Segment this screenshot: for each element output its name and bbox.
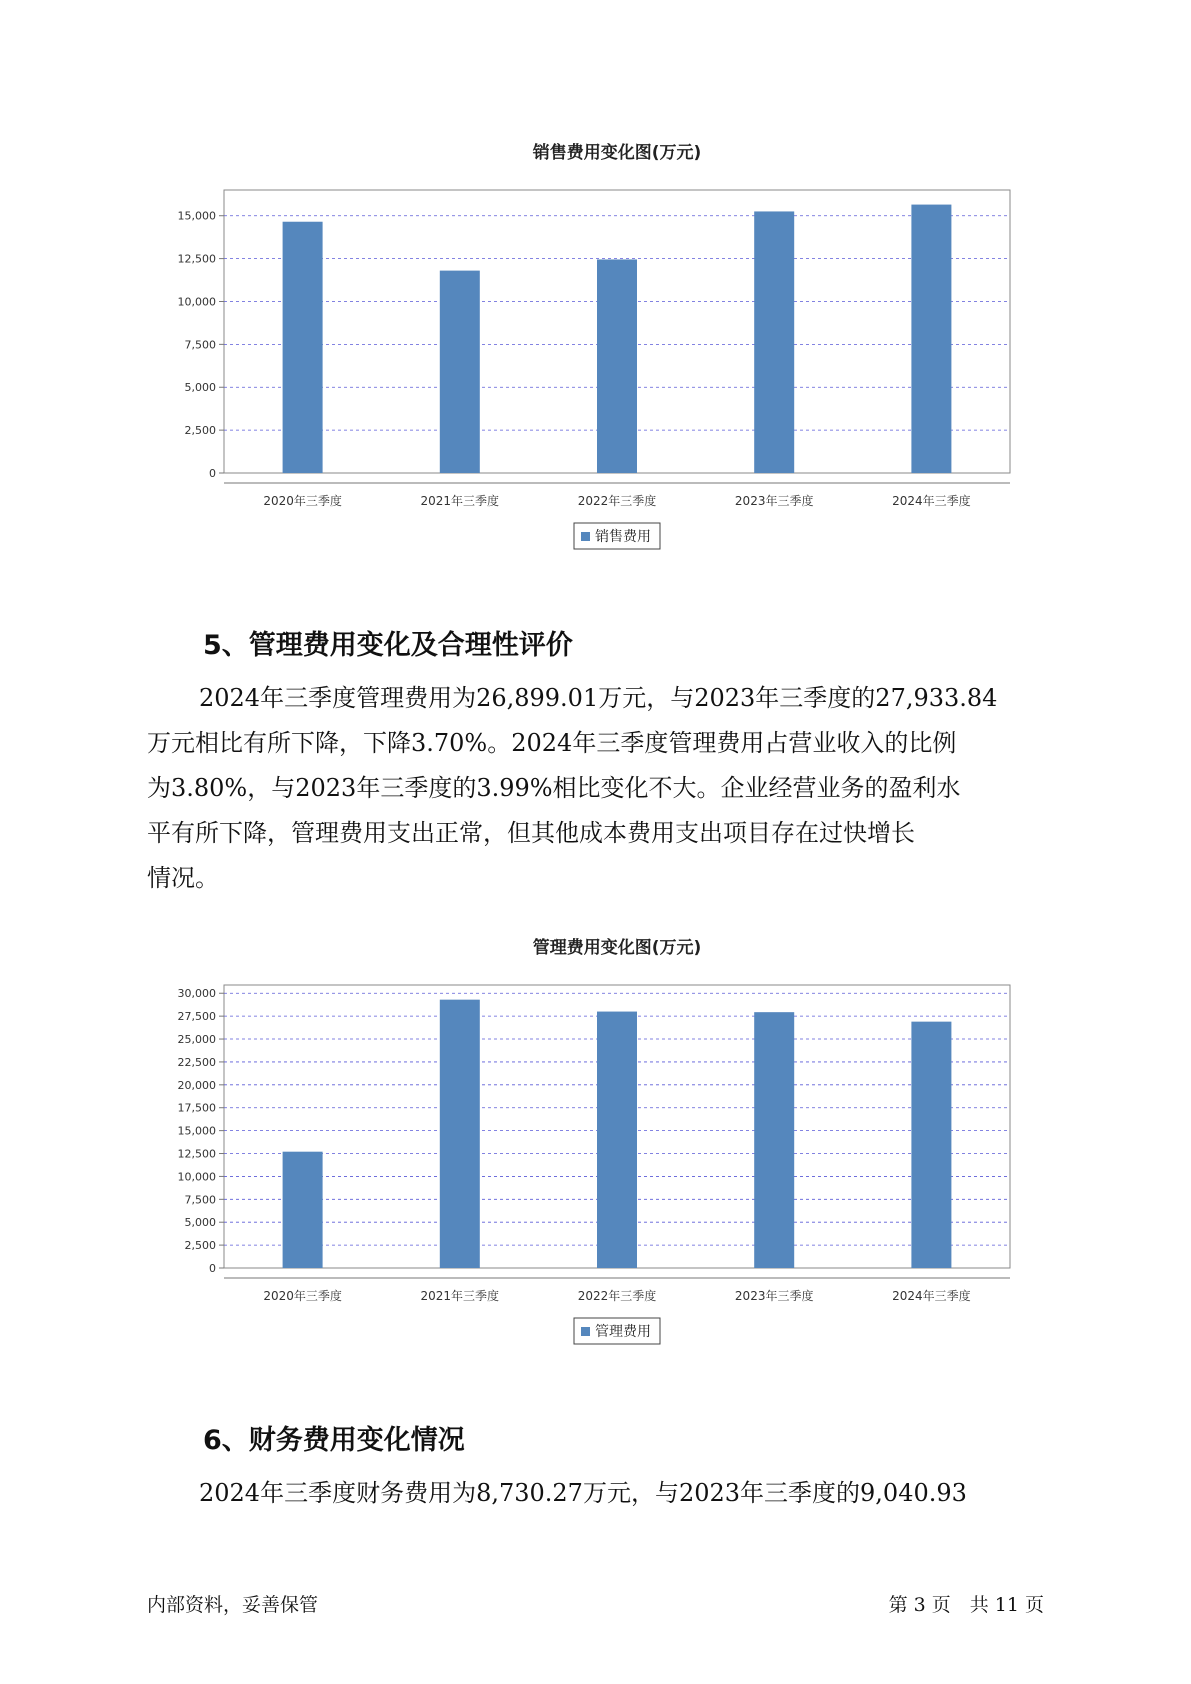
section-5-paragraph <box>147 676 1077 901</box>
section-6-line-1: 2024年三季度财务费用为8,730.27万元，与2023年三季度的9,040.93 <box>199 1479 967 1507</box>
y-tick-label: 27,500 <box>177 1010 216 1024</box>
y-tick-label: 15,000 <box>177 1124 216 1138</box>
y-tick-label: 17,500 <box>177 1101 216 1115</box>
chart-title: 销售费用变化图(万元) <box>532 143 702 163</box>
y-tick-label: 22,500 <box>177 1055 216 1069</box>
x-tick-label: 2023年三季度 <box>734 1289 814 1303</box>
bar <box>597 1012 637 1268</box>
section-6-title: 6、财务费用变化情况 <box>203 1425 465 1456</box>
y-tick-label: 5,000 <box>184 1216 216 1230</box>
section-5-line-5: 情况。 <box>147 864 219 892</box>
x-tick-label: 2024年三季度 <box>892 494 971 508</box>
x-tick-label: 2020年三季度 <box>263 494 342 508</box>
y-tick-label: 12,500 <box>177 252 216 266</box>
bar <box>440 271 480 473</box>
section-5-title: 5、管理费用变化及合理性评价 <box>203 630 573 661</box>
x-tick-label: 2020年三季度 <box>263 1289 342 1303</box>
x-tick-label: 2022年三季度 <box>577 1289 657 1303</box>
chart-title: 管理费用变化图(万元) <box>532 938 702 958</box>
section-5-line-2: 万元相比有所下降，下降3.70%。2024年三季度管理费用占营业收入的比例 <box>147 729 957 757</box>
y-tick-label: 0 <box>209 1262 216 1275</box>
bar <box>283 1152 323 1268</box>
legend-swatch <box>581 532 590 541</box>
section-6-paragraph <box>147 1471 1077 1516</box>
y-tick-label: 30,000 <box>177 987 216 1001</box>
legend-label: 销售费用 <box>595 529 651 545</box>
y-tick-label: 15,000 <box>177 209 216 223</box>
y-tick-label: 5,000 <box>184 381 216 395</box>
bar <box>283 222 323 473</box>
y-tick-label: 0 <box>209 467 216 480</box>
bar <box>911 1022 951 1268</box>
bar <box>911 205 951 473</box>
y-tick-label: 7,500 <box>184 338 216 352</box>
x-tick-label: 2022年三季度 <box>577 494 657 508</box>
section-5-line-3: 为3.80%，与2023年三季度的3.99%相比变化不大。企业经营业务的盈利水 <box>147 774 961 802</box>
y-tick-label: 10,000 <box>177 295 216 309</box>
section-5-line-1: 2024年三季度管理费用为26,899.01万元，与2023年三季度的27,933.84 <box>199 684 998 712</box>
bar <box>440 1000 480 1268</box>
admin-expense-chart-svg <box>150 925 1050 1345</box>
x-tick-label: 2021年三季度 <box>420 1289 500 1303</box>
y-tick-label: 25,000 <box>177 1033 216 1047</box>
sales-expense-chart-svg <box>150 130 1050 550</box>
footer-confidential-note: 内部资料，妥善保管 <box>147 1594 319 1616</box>
legend-label: 管理费用 <box>595 1324 651 1340</box>
y-tick-label: 7,500 <box>184 1193 216 1207</box>
x-tick-label: 2023年三季度 <box>734 494 814 508</box>
legend-swatch <box>581 1327 590 1336</box>
y-tick-label: 2,500 <box>184 1239 216 1253</box>
footer-page-number: 第 3 页 共 11 页 <box>888 1594 1044 1616</box>
bar <box>754 211 794 473</box>
y-tick-label: 20,000 <box>177 1078 216 1092</box>
section-5-line-4: 平有所下降，管理费用支出正常，但其他成本费用支出项目存在过快增长 <box>147 819 915 847</box>
bar <box>597 259 637 473</box>
y-tick-label: 10,000 <box>177 1170 216 1184</box>
sales-expense-chart <box>150 130 1050 550</box>
y-tick-label: 12,500 <box>177 1147 216 1161</box>
x-tick-label: 2021年三季度 <box>420 494 500 508</box>
admin-expense-chart <box>150 925 1050 1345</box>
bar <box>754 1012 794 1268</box>
x-tick-label: 2024年三季度 <box>892 1289 971 1303</box>
y-tick-label: 2,500 <box>184 424 216 438</box>
